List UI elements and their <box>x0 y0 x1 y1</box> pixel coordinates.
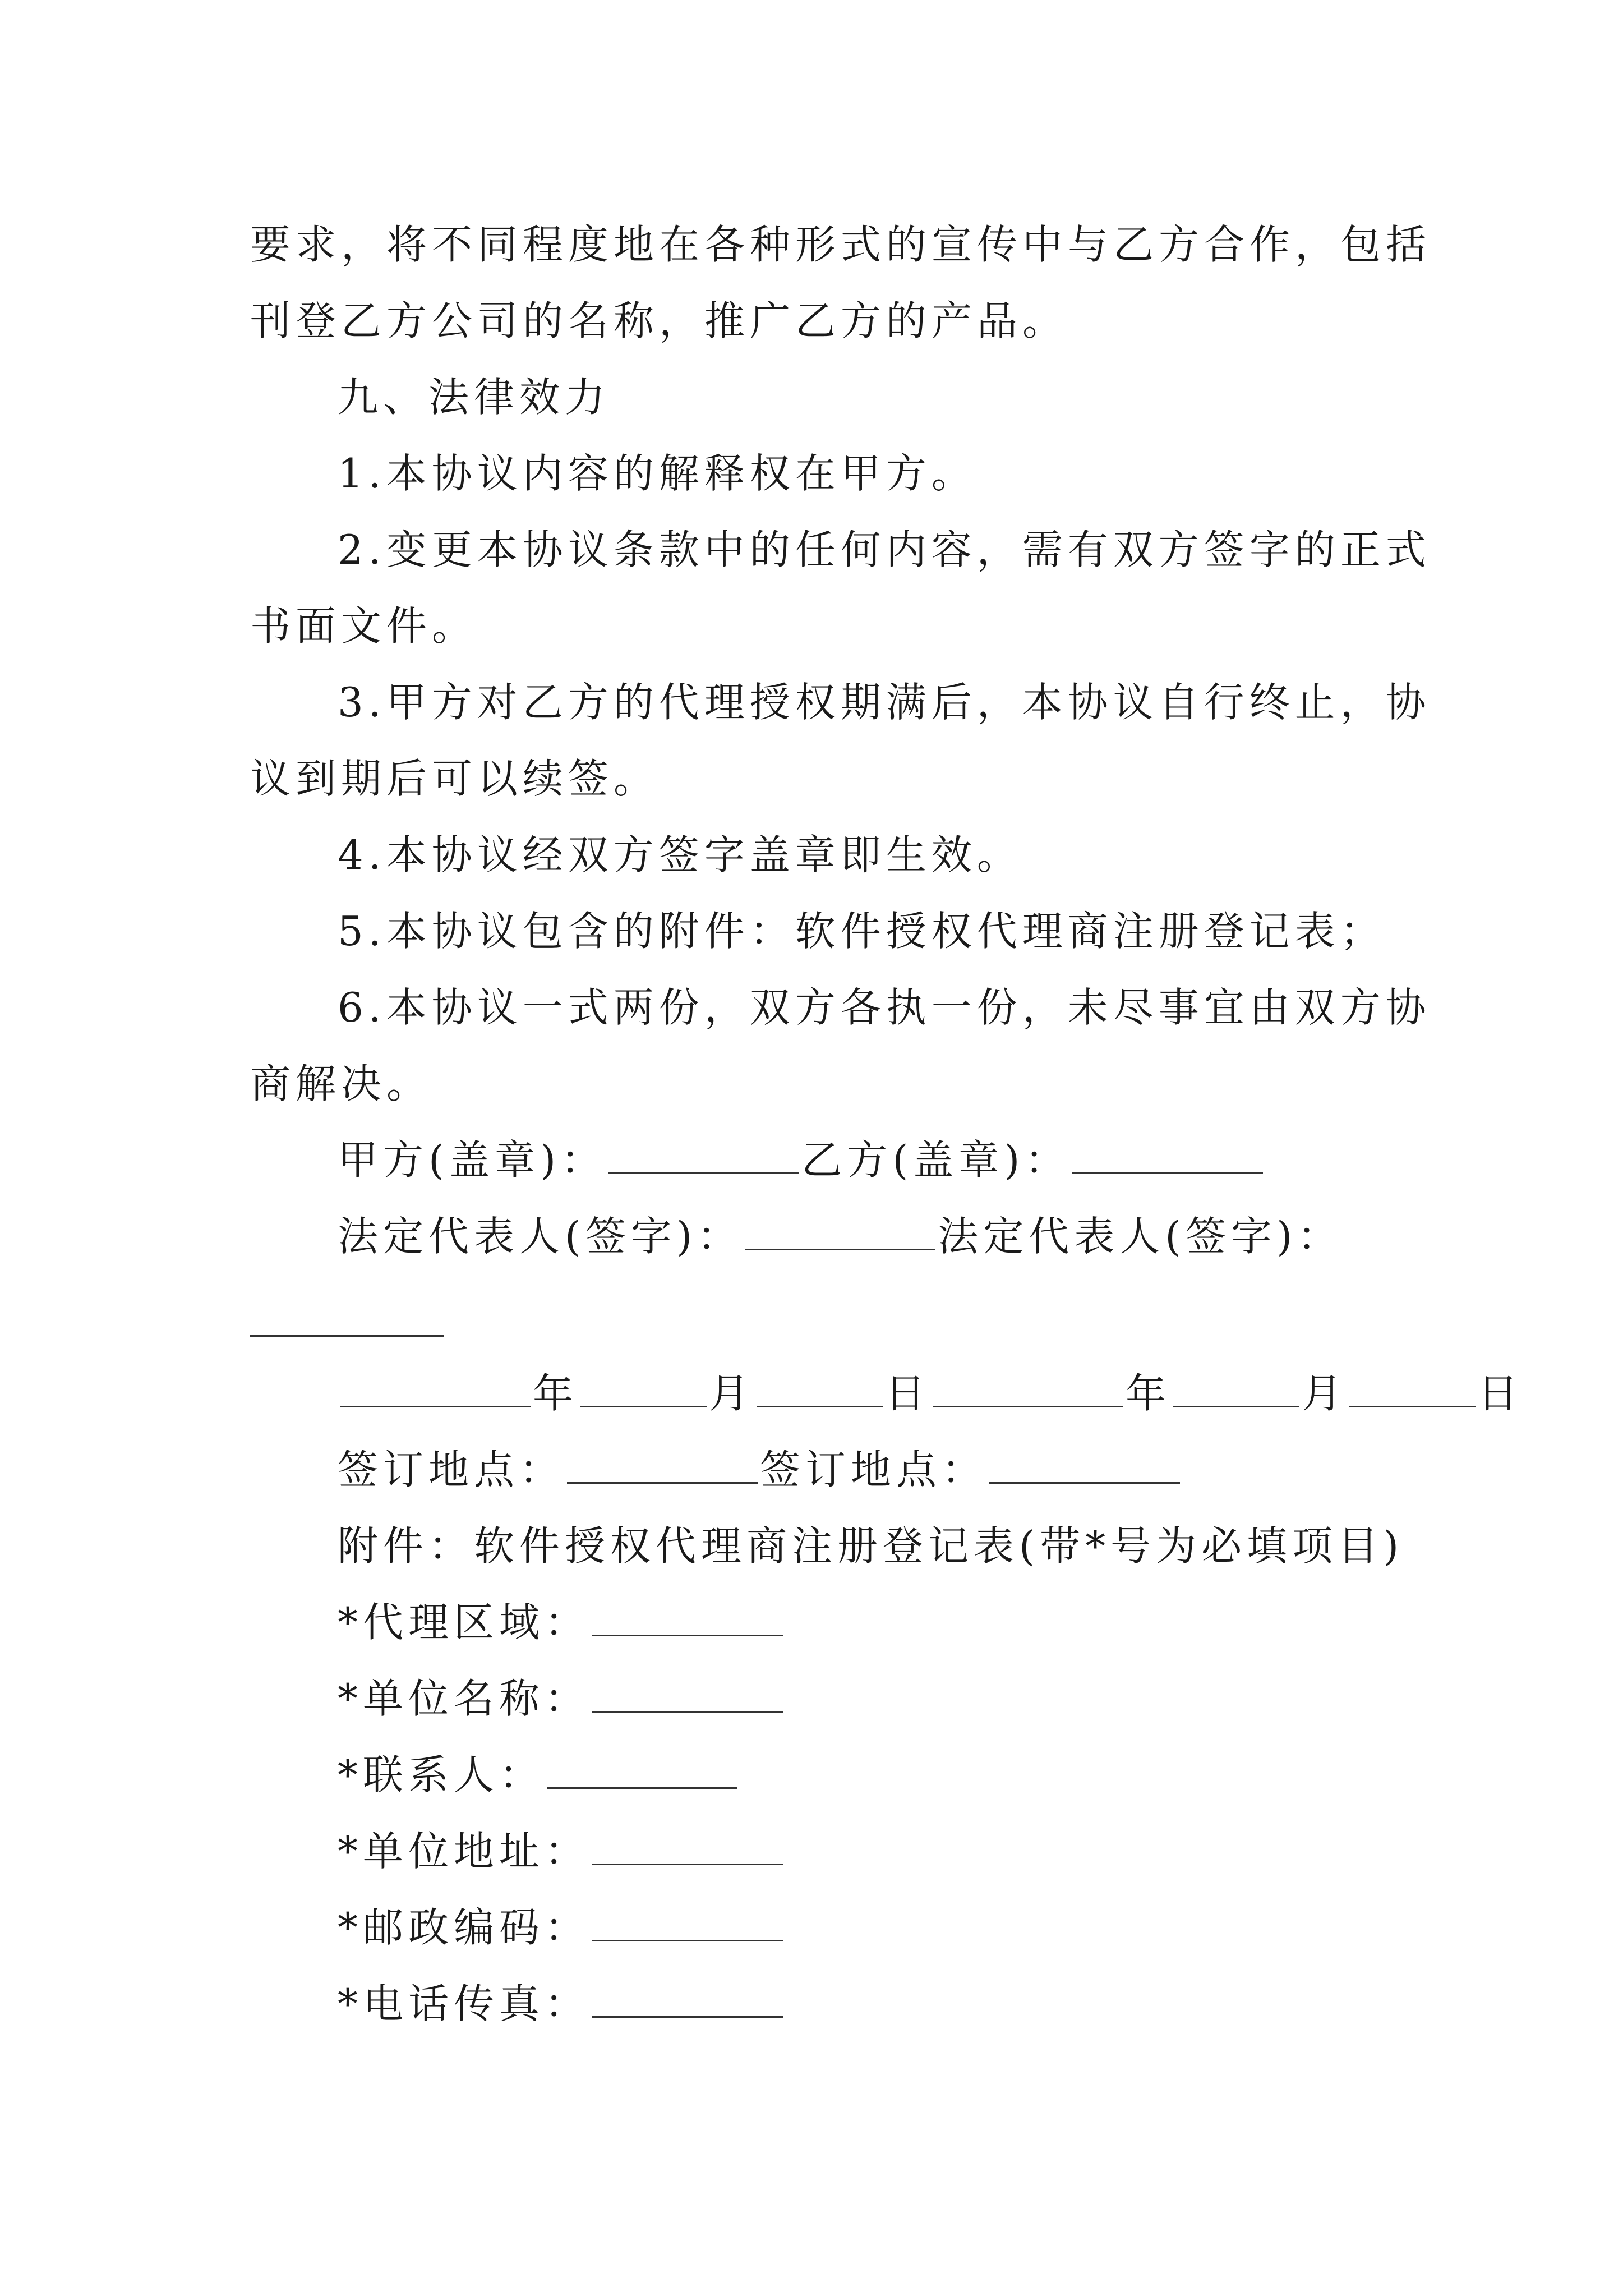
field-label: *电话传真： <box>338 1980 591 2027</box>
field-phone-fax <box>338 1976 785 2032</box>
paragraph-line-2: 刊登乙方公司的名称，推广乙方的产品。 <box>250 297 1068 344</box>
day-b-blank <box>1349 1371 1476 1407</box>
place-a-blank <box>567 1447 758 1484</box>
field-label: *单位地址： <box>338 1828 591 1875</box>
year-a-blank <box>340 1371 531 1407</box>
clause-2-line-2: 书面文件。 <box>250 602 478 650</box>
month-b-label: 月 <box>1302 1370 1348 1417</box>
field-company-name <box>338 1671 785 1727</box>
clause-3-line-2: 议到期后可以续签。 <box>250 755 660 802</box>
representative-row <box>338 1208 1343 1264</box>
year-a-label: 年 <box>533 1370 579 1417</box>
place-a-label: 签订地点： <box>338 1446 565 1493</box>
field-label: *代理区域： <box>338 1599 591 1646</box>
clause-6-line-1: 6.本协议一式两份，双方各执一份，未尽事宜由双方协 <box>338 984 1431 1031</box>
rep-a-blank <box>745 1214 935 1250</box>
year-b-blank <box>933 1371 1123 1407</box>
party-a-seal-label: 甲方(盖章)： <box>338 1137 607 1184</box>
day-b-label: 日 <box>1478 1370 1524 1417</box>
party-b-seal-label: 乙方(盖章)： <box>801 1137 1071 1184</box>
rep-b-blank <box>250 1335 444 1337</box>
field-label: *单位名称： <box>338 1675 591 1722</box>
field-blank <box>592 1829 783 1865</box>
clause-5: 5.本协议包含的附件：软件授权代理商注册登记表； <box>338 908 1386 955</box>
party-a-seal-blank <box>608 1138 799 1174</box>
field-postal-code <box>338 1899 785 1955</box>
year-b-label: 年 <box>1126 1370 1172 1417</box>
party-b-seal-blank <box>1072 1138 1263 1174</box>
field-label: *联系人： <box>338 1751 545 1798</box>
field-blank <box>592 1905 783 1941</box>
clause-4: 4.本协议经双方签字盖章即生效。 <box>338 831 1022 878</box>
place-b-label: 签订地点： <box>760 1446 988 1493</box>
clause-6-line-2: 商解决。 <box>250 1060 432 1107</box>
seal-row <box>338 1132 1265 1188</box>
field-contact <box>338 1747 740 1803</box>
day-a-label: 日 <box>885 1370 931 1417</box>
attachment-title: 附件：软件授权代理商注册登记表(带*号为必填项目) <box>338 1522 1404 1570</box>
rep-a-label: 法定代表人(签字)： <box>338 1213 743 1260</box>
place-b-blank <box>989 1447 1180 1484</box>
clause-2-line-1: 2.变更本协议条款中的任何内容，需有双方签字的正式 <box>338 526 1431 573</box>
month-b-blank <box>1173 1371 1299 1407</box>
section-title: 九、法律效力 <box>338 374 611 421</box>
month-a-blank <box>580 1371 707 1407</box>
clause-3-line-1: 3.甲方对乙方的代理授权期满后，本协议自行终止，协 <box>338 679 1431 726</box>
field-company-address <box>338 1823 785 1879</box>
paragraph-line-1: 要求，将不同程度地在各种形式的宣传中与乙方合作，包括 <box>250 221 1432 268</box>
place-row <box>338 1442 1182 1498</box>
month-a-label: 月 <box>709 1370 755 1417</box>
field-blank <box>592 1676 783 1713</box>
day-a-blank <box>757 1371 883 1407</box>
field-blank <box>592 1981 783 2018</box>
field-agent-region <box>338 1594 785 1650</box>
field-blank <box>592 1600 783 1636</box>
field-blank <box>547 1752 737 1789</box>
clause-1: 1.本协议内容的解释权在甲方。 <box>338 450 977 497</box>
date-row <box>338 1365 1523 1421</box>
field-label: *邮政编码： <box>338 1904 591 1951</box>
rep-b-label: 法定代表人(签字)： <box>938 1213 1343 1260</box>
